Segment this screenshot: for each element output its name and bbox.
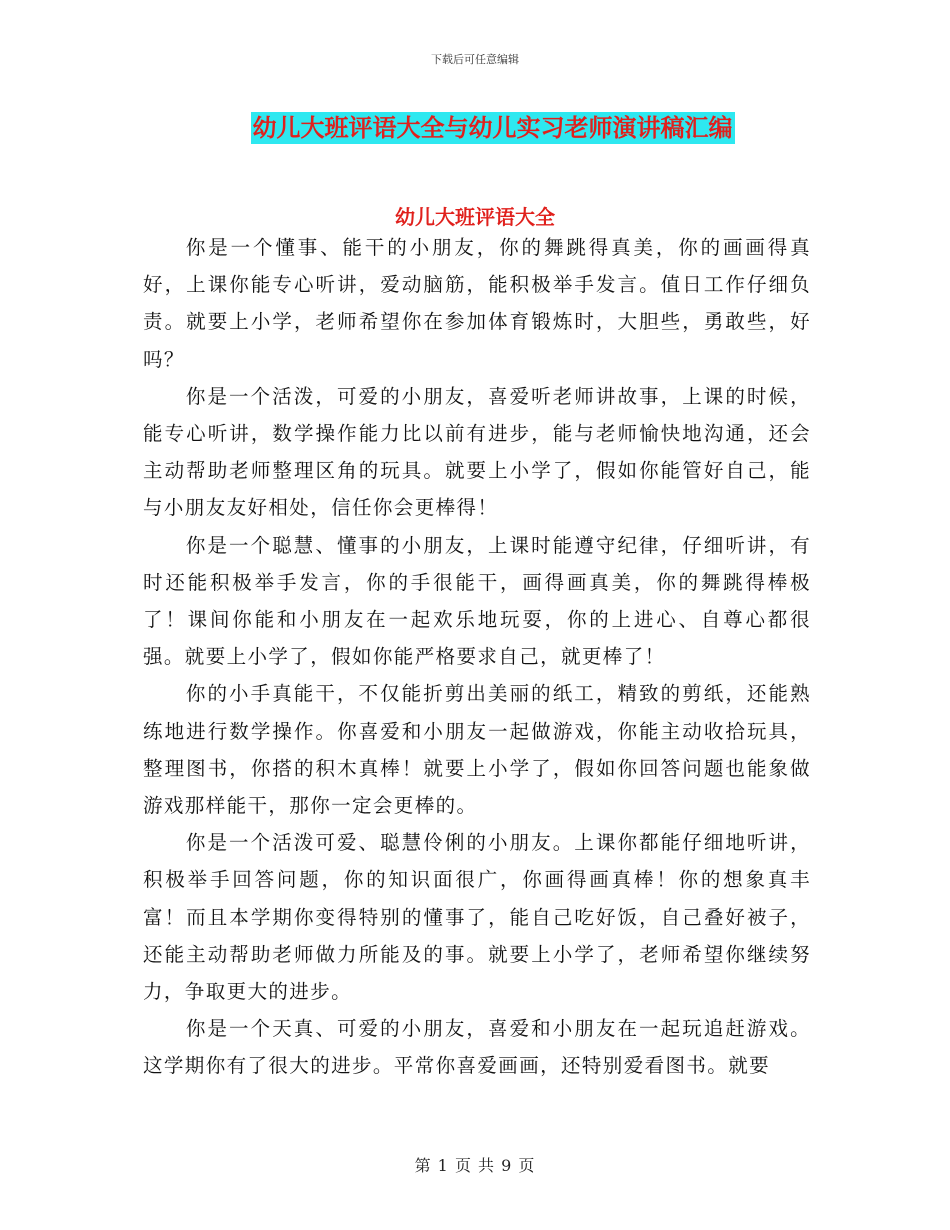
paragraph: 你的小手真能干，不仅能折剪出美丽的纸工，精致的剪纸，还能熟练地进行数学操作。你喜爱和小朋友一起做游戏，你能主动收拾玩具，整理图书，你搭的积木真棒！就要上小学了，假如你回答问题也能象做游戏那样能干，那你一定会更棒的。 bbox=[143, 682, 811, 818]
paragraph: 你是一个活泼可爱、聪慧伶俐的小朋友。上课你都能仔细地听讲，积极举手回答问题，你的知识面很广，你画得画真棒！你的想象真丰富！而且本学期你变得特别的懂事了，能自己吃好饭，自己叠好被子，还能主动帮助老师做力所能及的事。就要上小学了，老师希望你继续努力，争取更大的进步。 bbox=[143, 831, 811, 1004]
document-title-container bbox=[0, 112, 950, 144]
paragraph: 你是一个懂事、能干的小朋友，你的舞跳得真美，你的画画得真好，上课你能专心听讲，爱动脑筋，能积极举手发言。值日工作仔细负责。就要上小学，老师希望你在参加体育锻炼时，大胆些，勇敢些，好吗？ bbox=[143, 236, 811, 371]
paragraph: 你是一个活泼，可爱的小朋友，喜爱听老师讲故事，上课的时候，能专心听讲，数学操作能力比以前有进步，能与老师愉快地沟通，还会主动帮助老师整理区角的玩具。就要上小学了，假如你能管好自己，能与小朋友友好相处，信任你会更棒得！ bbox=[143, 384, 811, 520]
document-body bbox=[143, 229, 811, 1085]
section-title: 幼儿大班评语大全 bbox=[395, 205, 555, 229]
paragraph: 你是一个聪慧、懂事的小朋友，上课时能遵守纪律，仔细听讲，有时还能积极举手发言，你的手很能干，画得画真美，你的舞跳得棒极了！课间你能和小朋友在一起欢乐地玩耍，你的上进心、自尊心都很强。就要上小学了，假如你能严格要求自己，就更棒了！ bbox=[143, 533, 811, 669]
paragraph: 你是一个天真、可爱的小朋友，喜爱和小朋友在一起玩追赶游戏。这学期你有了很大的进步。平常你喜爱画画，还特别爱看图书。就要 bbox=[143, 1017, 811, 1078]
document-title: 幼儿大班评语大全与幼儿实习老师演讲稿汇编 bbox=[252, 114, 733, 142]
page-header-note: 下载后可任意编辑 bbox=[431, 53, 519, 66]
page-number-footer: 第 1 页 共 9 页 bbox=[414, 1156, 536, 1175]
